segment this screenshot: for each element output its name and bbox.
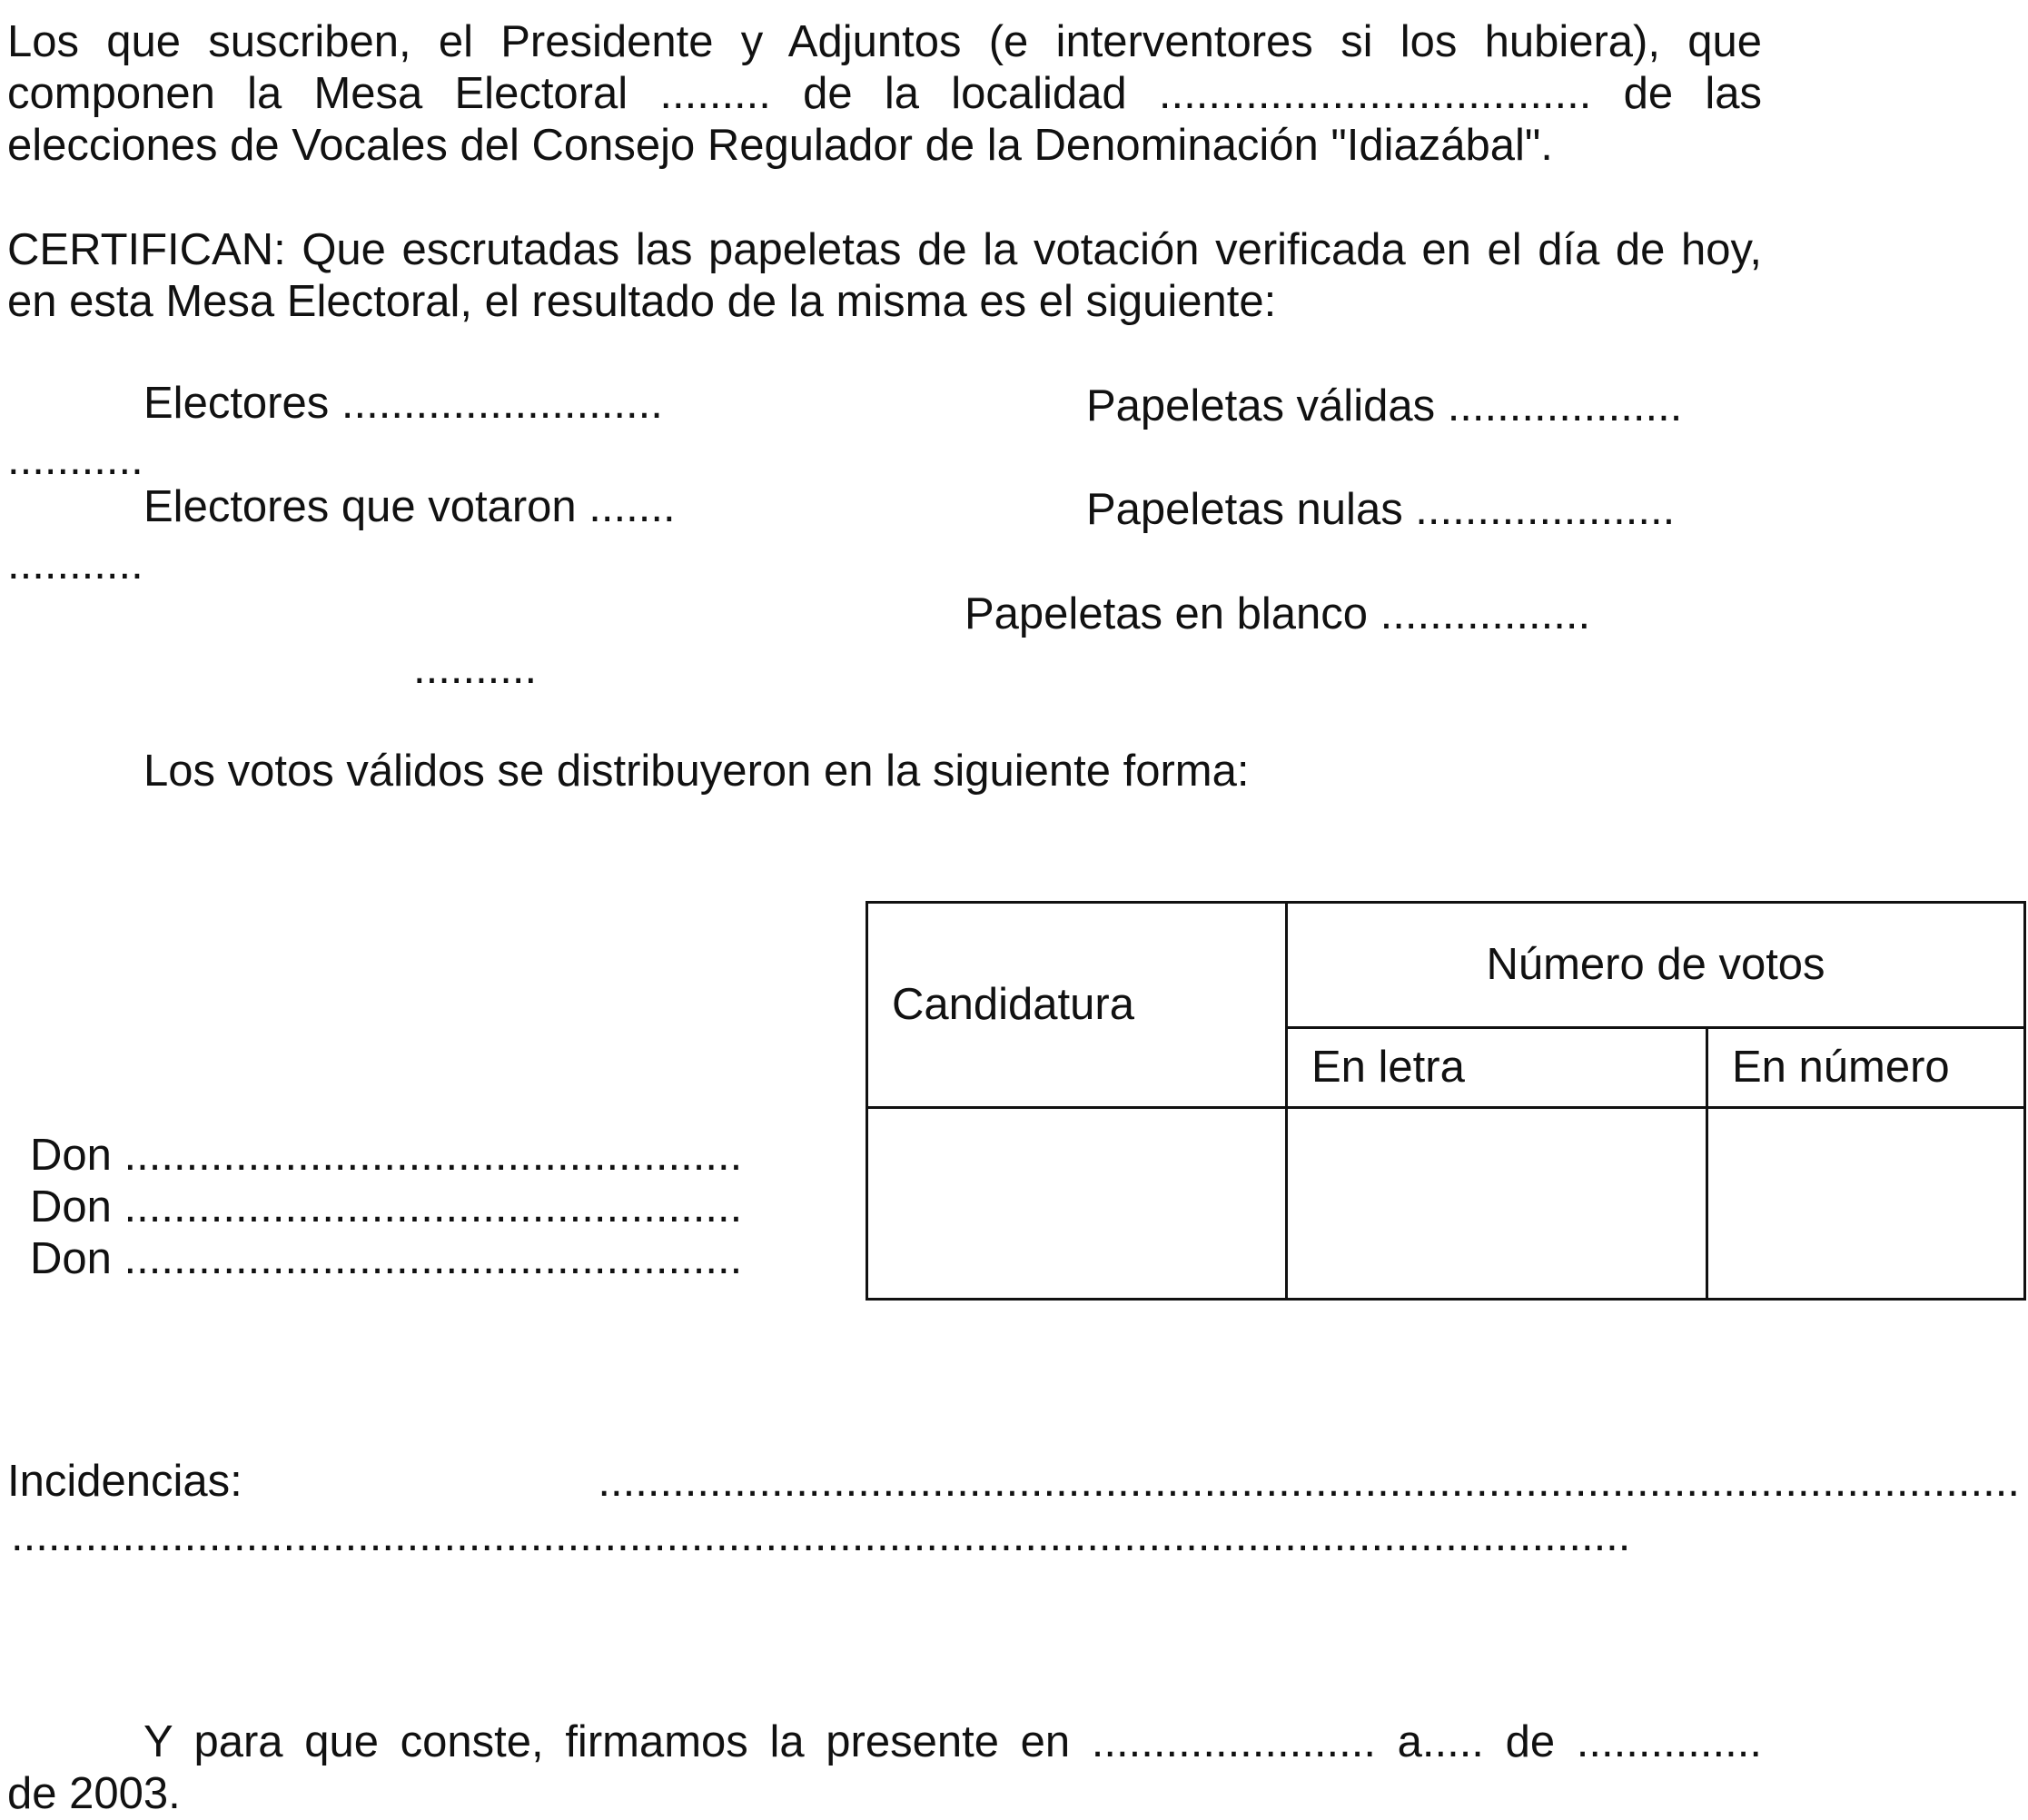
papeletas-nulas-field: Papeletas nulas ..................... [1086, 485, 1676, 534]
table-header-row [867, 903, 2025, 1028]
papeletas-validas-field: Papeletas válidas ................... [1086, 381, 1683, 430]
cell-en-numero[interactable] [1707, 1108, 2025, 1300]
closing-line-1: Y para que conste, firmamos la presente en ....................... a..... de ............... [143, 1717, 1762, 1766]
signatory-line-3: Don .................................................. [30, 1234, 743, 1283]
dots-continuation-3: .......... [413, 644, 538, 693]
intro-line-2: componen la Mesa Electoral ......... de la localidad ................................... de las [7, 69, 1762, 118]
header-candidatura: Candidatura [867, 903, 1287, 1108]
electores-votaron-field: Electores que votaron ....... [143, 482, 676, 531]
cell-en-letra[interactable] [1287, 1108, 1707, 1300]
header-en-letra: En letra [1287, 1028, 1707, 1108]
papeletas-blanco-field: Papeletas en blanco ................. [965, 589, 1591, 638]
votes-table [866, 901, 2026, 1301]
dots-continuation-2: ........... [7, 539, 143, 589]
distribution-intro: Los votos válidos se distribuyeron en la siguiente forma: [143, 747, 1250, 796]
certify-line-1: CERTIFICAN: Que escrutadas las papeletas de la votación verificada en el día de hoy, [7, 225, 1762, 274]
certify-line-2: en esta Mesa Electoral, el resultado de la misma es el siguiente: [7, 277, 1277, 326]
cell-candidatura[interactable] [867, 1108, 1287, 1300]
incidencias-line-2: ................................................................................................................................... [11, 1511, 1631, 1560]
signatory-line-1: Don .................................................. [30, 1131, 743, 1180]
electores-field: Electores .......................... [143, 379, 663, 428]
intro-line-3: elecciones de Vocales del Consejo Regulador de la Denominación "Idiazábal". [7, 121, 1553, 170]
incidencias-line-1: Incidencias: ................................................................................................................... [7, 1457, 2020, 1506]
signatory-line-2: Don .................................................. [30, 1182, 743, 1231]
dots-continuation-1: ........... [7, 435, 143, 484]
header-numero-votos: Número de votos [1287, 903, 2025, 1028]
closing-line-2: de 2003. [7, 1769, 181, 1818]
intro-line-1: Los que suscriben, el Presidente y Adjuntos (e interventores si los hubiera), que [7, 17, 1762, 66]
header-en-numero: En número [1707, 1028, 2025, 1108]
table-row [867, 1108, 2025, 1300]
